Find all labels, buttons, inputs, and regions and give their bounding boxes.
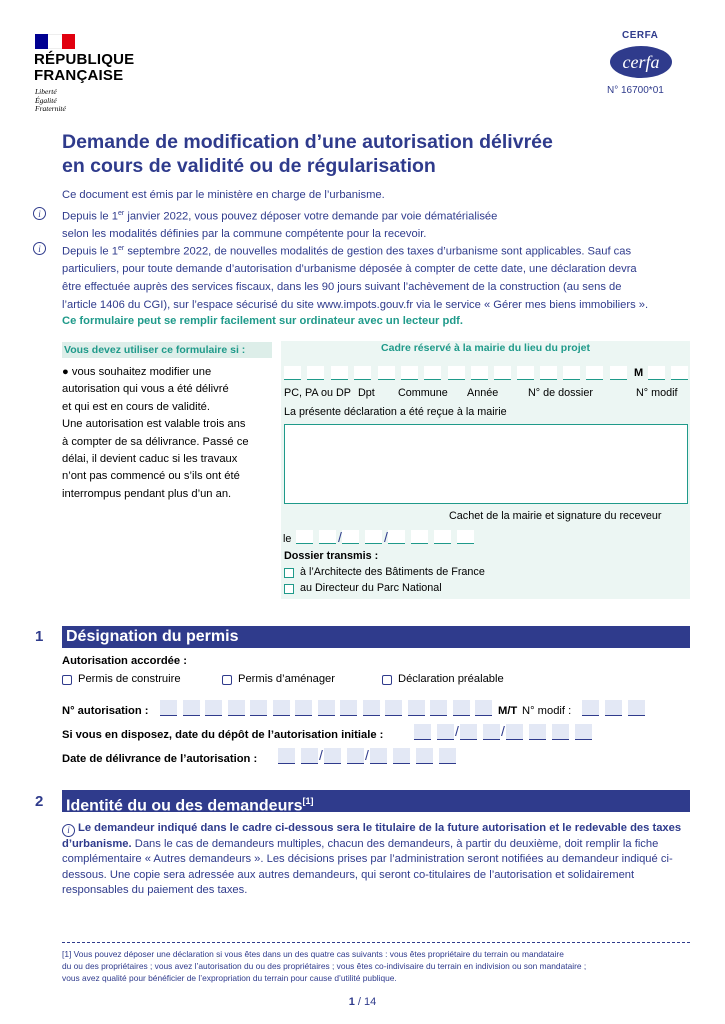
num-modif-label: N° modif : xyxy=(522,705,572,717)
autorisation-accordee-label: Autorisation accordée : xyxy=(62,655,187,667)
input-cell[interactable] xyxy=(605,700,622,716)
footnote: [1] Vous pouvez déposer une déclaration si vous êtes dans un des quatre cas suivants : vous êtes propriétaire du terrain ou mandataire du ou des propriétaires ; vous avez l’autorisation du ou des propriétaires ; vous êtes co-indivisaire du terrain en indivision ou son mandataire ; vous avez qualité pour bénéficier de l’expropriation du terrain pour cause d’utilité publique. xyxy=(62,949,587,983)
input-cell[interactable] xyxy=(457,530,474,544)
date-separator: / xyxy=(338,529,342,545)
input-cell[interactable] xyxy=(250,700,267,716)
input-cell[interactable] xyxy=(453,700,470,716)
input-cell[interactable] xyxy=(437,724,454,740)
input-cell[interactable] xyxy=(529,724,546,740)
mt-label: M/T xyxy=(498,705,518,717)
input-cell[interactable] xyxy=(552,724,569,740)
date-separator: / xyxy=(319,747,323,763)
input-cell[interactable] xyxy=(563,366,580,380)
input-cell[interactable] xyxy=(517,366,534,380)
intro-line: Ce document est émis par le ministère en charge de l’urbanisme. xyxy=(62,189,385,201)
input-cell[interactable] xyxy=(295,700,312,716)
republique-francaise-title: RÉPUBLIQUE FRANÇAISE xyxy=(34,51,135,84)
pdf-note: Ce formulaire peut se remplir facilement sur ordinateur avec un lecteur pdf. xyxy=(62,315,463,327)
input-cell[interactable] xyxy=(416,748,433,764)
input-cell[interactable] xyxy=(378,366,395,380)
declaration-prealable-checkbox[interactable] xyxy=(382,675,392,685)
input-cell[interactable] xyxy=(284,366,301,380)
intro-paragraph-2: Depuis le 1er janvier 2022, vous pouvez déposer votre demande par voie dématérialisée selon les modalités définies par la commune compétente pour la recevoir. xyxy=(62,210,498,241)
label-annee: Année xyxy=(467,387,499,399)
input-cell[interactable] xyxy=(388,530,405,544)
input-cell[interactable] xyxy=(318,700,335,716)
mairie-heading: Cadre réservé à la mairie du lieu du projet xyxy=(381,342,590,354)
input-cell[interactable] xyxy=(401,366,418,380)
info-icon: i xyxy=(62,824,75,837)
input-cell[interactable] xyxy=(430,700,447,716)
input-cell[interactable] xyxy=(354,366,371,380)
date-separator: / xyxy=(501,723,505,739)
input-cell[interactable] xyxy=(671,366,688,380)
cachet-label: Cachet de la mairie et signature du receveur xyxy=(449,510,662,522)
input-cell[interactable] xyxy=(460,724,477,740)
input-cell[interactable] xyxy=(205,700,222,716)
input-cell[interactable] xyxy=(575,724,592,740)
section-1-title: Désignation du permis xyxy=(62,626,690,648)
input-cell[interactable] xyxy=(340,700,357,716)
cerfa-number: N° 16700*01 xyxy=(607,85,664,96)
label-pc-pa-dp: PC, PA ou DP xyxy=(284,387,352,399)
label-dpt: Dpt xyxy=(358,387,375,399)
num-autorisation-label: N° autorisation : xyxy=(62,705,149,717)
input-cell[interactable] xyxy=(414,724,431,740)
input-cell[interactable] xyxy=(365,530,382,544)
abf-checkbox[interactable] xyxy=(284,568,294,578)
cerfa-logo: cerfa xyxy=(610,46,672,78)
date-separator: / xyxy=(455,723,459,739)
input-cell[interactable] xyxy=(347,748,364,764)
input-cell[interactable] xyxy=(296,530,313,544)
dossier-transmis-label: Dossier transmis : xyxy=(284,550,379,562)
parc-national-option-label: au Directeur du Parc National xyxy=(300,582,442,594)
page-number: 1 / 14 xyxy=(348,996,377,1008)
input-cell[interactable] xyxy=(331,366,348,380)
info-icon: i xyxy=(33,207,46,220)
input-cell[interactable] xyxy=(506,724,523,740)
input-cell[interactable] xyxy=(160,700,177,716)
input-cell[interactable] xyxy=(273,700,290,716)
input-cell[interactable] xyxy=(301,748,318,764)
received-label: La présente déclaration a été reçue à la mairie xyxy=(284,406,507,418)
input-cell[interactable] xyxy=(319,530,336,544)
permis-amenager-checkbox[interactable] xyxy=(222,675,232,685)
input-cell[interactable] xyxy=(228,700,245,716)
usage-text: ● vous souhaitez modifier une autorisation qui vous a été délivré et qui est en cours de validité. Une autorisation est valable trois ans à compter de sa délivrance. Passé ce délai, il devient caduc si les travaux n’ont pas commencé ou s’ils ont été interrompus pendant plus d’un an. xyxy=(62,366,249,500)
input-cell[interactable] xyxy=(648,366,665,380)
section-2-text: i Le demandeur indiqué dans le cadre ci-dessous sera le titulaire de la future autorisation et le redevable des taxes d’urbanisme. Dans le cas de demandeurs multiples, chacun des demandeurs, à partir du deuxième, doit remplir la fiche complémentaire « Autres demandeurs ». Les décisions prises par l’administration seront notifiées au demandeur indiqué ci-dessous. Une copie sera adressée aux autres demandeurs, qui seront co-titulaires de l’autorisation et solidairement responsables du paiement des taxes. xyxy=(62,822,682,897)
declaration-prealable-label: Déclaration préalable xyxy=(398,673,504,685)
input-cell[interactable] xyxy=(363,700,380,716)
date-depot-label: Si vous en disposez, date du dépôt de l’autorisation initiale : xyxy=(62,729,384,741)
section-2-number: 2 xyxy=(35,793,44,810)
cerfa-label: CERFA xyxy=(622,30,659,41)
input-cell[interactable] xyxy=(448,366,465,380)
le-label: le xyxy=(283,533,292,545)
label-commune: Commune xyxy=(398,387,448,399)
input-cell[interactable] xyxy=(434,530,451,544)
input-cell[interactable] xyxy=(540,366,557,380)
input-cell[interactable] xyxy=(471,366,488,380)
input-cell[interactable] xyxy=(582,700,599,716)
input-cell[interactable] xyxy=(494,366,511,380)
intro-paragraph-3: Depuis le 1er septembre 2022, de nouvelles modalités de gestion des taxes d’urbanisme sont applicables. Sauf cas particuliers, pour toute demande d’autorisation d’urbanisme déposée à compter de cette date, une déclaration devra être effectuée auprès des services fiscaux, dans les 90 jours suivant l’achèvement de la construction (au sens de l’article 1406 du CGI), sur l’espace sécurisé du site www.impots.gouv.fr via le service « Gérer mes biens immobiliers ». xyxy=(62,245,649,311)
input-cell[interactable] xyxy=(278,748,295,764)
date-separator: / xyxy=(384,529,388,545)
permis-construire-checkbox[interactable] xyxy=(62,675,72,685)
footnote-divider xyxy=(62,942,690,943)
input-cell[interactable] xyxy=(342,530,359,544)
input-cell[interactable] xyxy=(408,700,425,716)
section-1-number: 1 xyxy=(35,628,44,645)
input-cell[interactable] xyxy=(183,700,200,716)
mairie-stamp-field[interactable] xyxy=(284,424,688,504)
section-2-title: Identité du ou des demandeurs[1] xyxy=(62,790,690,812)
document-title: Demande de modification d’une autorisation délivrée en cours de validité ou de régularisation xyxy=(62,131,553,177)
input-cell[interactable] xyxy=(385,700,402,716)
input-cell[interactable] xyxy=(370,748,387,764)
input-cell[interactable] xyxy=(610,366,627,380)
input-cell[interactable] xyxy=(586,366,603,380)
date-separator: / xyxy=(365,747,369,763)
abf-option-label: à l’Architecte des Bâtiments de France xyxy=(300,566,485,578)
input-cell[interactable] xyxy=(628,700,645,716)
permis-amenager-label: Permis d’aménager xyxy=(238,673,336,685)
input-cell[interactable] xyxy=(324,748,341,764)
republic-motto: Liberté Égalité Fraternité xyxy=(35,87,66,113)
input-cell[interactable] xyxy=(483,724,500,740)
info-icon: i xyxy=(33,242,46,255)
input-cell[interactable] xyxy=(424,366,441,380)
input-cell[interactable] xyxy=(475,700,492,716)
parc-national-checkbox[interactable] xyxy=(284,584,294,594)
permis-construire-label: Permis de construire xyxy=(78,673,181,685)
date-delivrance-label: Date de délivrance de l’autorisation : xyxy=(62,753,258,765)
m-letter: M xyxy=(634,367,644,379)
usage-heading: Vous devez utiliser ce formulaire si : xyxy=(62,342,272,358)
input-cell[interactable] xyxy=(439,748,456,764)
label-num-dossier: N° de dossier xyxy=(528,387,593,399)
input-cell[interactable] xyxy=(393,748,410,764)
french-flag-logo xyxy=(35,34,75,49)
input-cell[interactable] xyxy=(307,366,324,380)
label-num-modif: N° modif xyxy=(636,387,678,399)
input-cell[interactable] xyxy=(411,530,428,544)
